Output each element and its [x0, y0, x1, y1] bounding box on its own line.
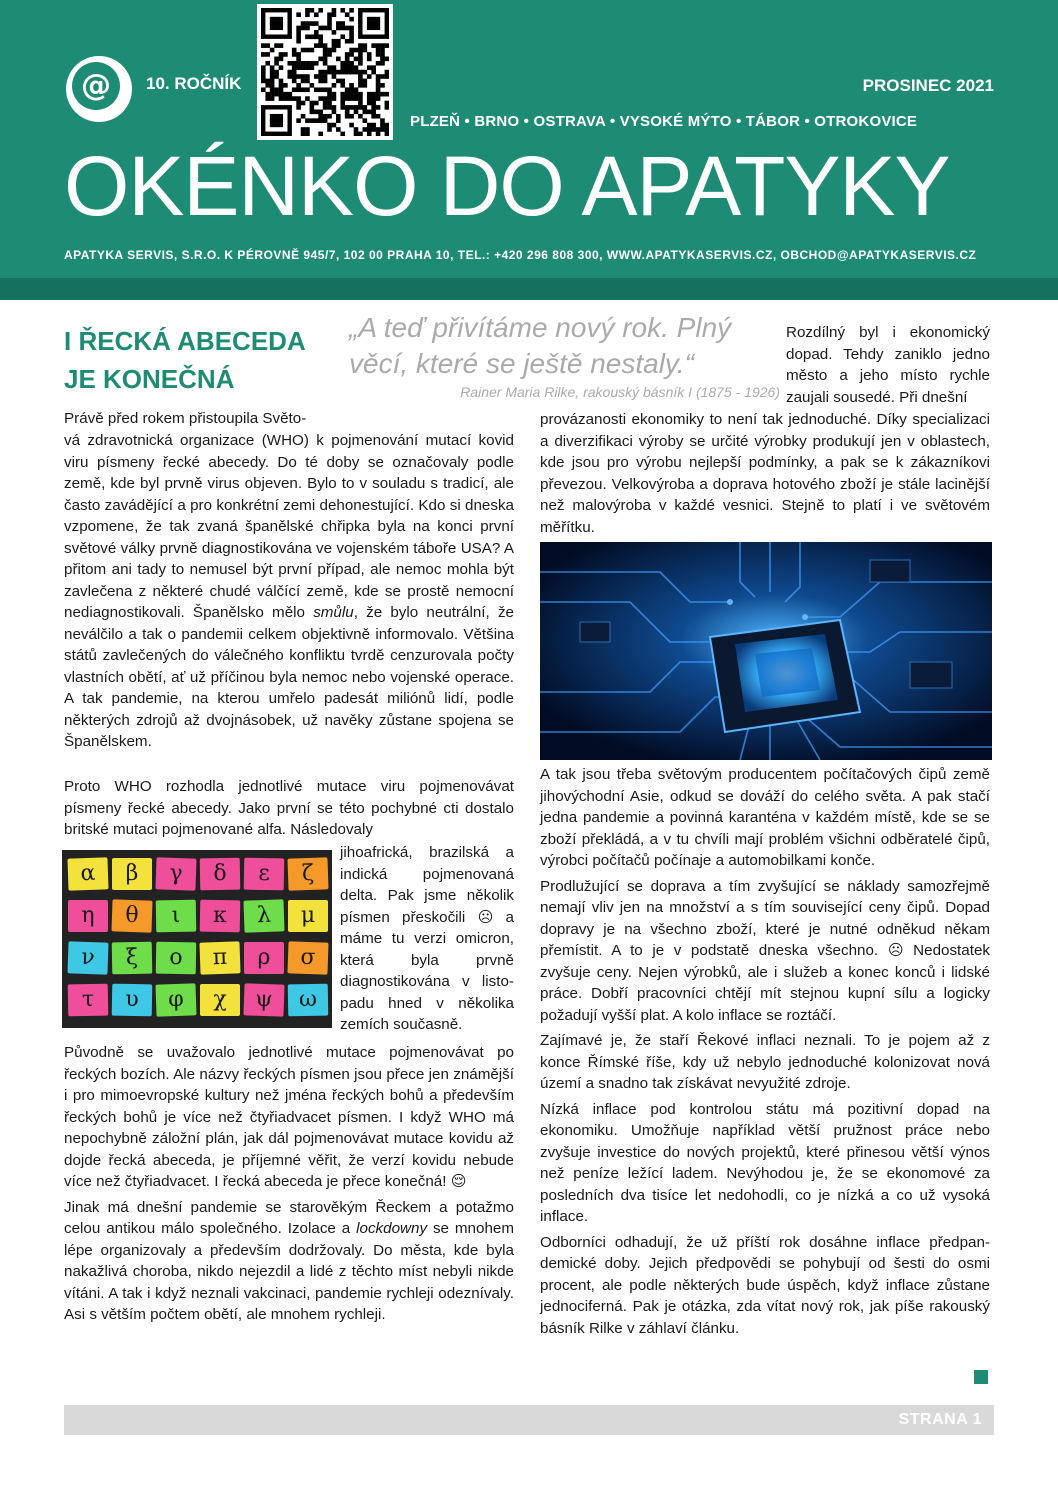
left-column-text-2: [64, 776, 514, 845]
greek-letter-tile: δ: [200, 858, 241, 891]
paragraph: Odborníci odhadují, že už příští rok dosáhne inflace předpan-demické doby. Jejich předpovědi se pohybují od šesti do osmi procent, ale podle některých bude úspěch, když inflace zůstane jednociferná. Pak je otázka, zda vítat nový rok, jak píše rakouský básník Rilke v záhlaví článku.: [540, 1233, 990, 1337]
paragraph: jihoafrická, brazilská a indická pojmenovaná delta. Pak jsme několik písmen přeskočili ☹ a máme tu verzi omicron, která byla prvně diagnostikována v listo-padu hned v několika zemích současně.: [340, 844, 514, 1033]
greek-letter-tile: ζ: [287, 857, 328, 890]
right-column-text: [540, 409, 990, 542]
greek-letter-tile: τ: [68, 984, 109, 1017]
paragraph: Zajímavé je, že staří Řekové inflaci neznali. To je pojem až z konce Římské říše, kdy už nebylo jednoduché kolonizovat nová území a snadno tak získávat nevyužité zdroje.: [540, 1032, 990, 1092]
masthead: [0, 0, 1058, 278]
greek-letter-tile: ι: [156, 900, 197, 933]
footer-bar: [64, 1405, 994, 1435]
greek-letter-tile: υ: [112, 984, 153, 1017]
greek-letter-tile: ν: [67, 941, 108, 974]
greek-letter-tile: β: [112, 858, 152, 890]
issue-number: 10. ROČNÍK: [146, 74, 242, 93]
greek-letter-tile: ρ: [244, 942, 284, 974]
greek-letter-tile: θ: [111, 899, 152, 932]
greek-letter-tile: γ: [155, 857, 196, 890]
paragraph: Právě před rokem přistoupila Světo-: [64, 410, 307, 427]
greek-letter-tile: ξ: [112, 942, 153, 975]
circuit-board-illustration: [540, 542, 992, 760]
greek-letter-tile: κ: [200, 900, 241, 933]
greek-letter-tile: π: [199, 941, 240, 974]
qr-code[interactable]: [257, 4, 393, 140]
greek-letter-tile: λ: [243, 899, 284, 932]
logo-ring: [72, 62, 120, 110]
paragraph: Prodlužující se doprava a tím zvyšující se náklady samozřejmě nemají vliv jen na množství a s tím související ceny čipů. Dopad dopravy je na všechno zboží, které je nutné odněkud někam přemístit. A to je v podstatě dneska všechno. ☹ Nedostatek zvyšuje ceny. Nejen výrobků, ale i služeb a konec konců i lidské práce. Dobří pracovníci chtějí mít stejnou kupní sílu a logicky požadují vyšší plat. A kolo inflace se roztáčí.: [540, 877, 990, 1024]
paragraph: A tak jsou třeba světovým producentem počítačových čipů země jihovýchodní Asie, odkud se dováží do celého světa. A pak stačí jedna pandemie a povinná karanténa v každém místě, kde se se zboží překládá, a v tu chvíli mají problém všichni odběratelé čipů, výrobci počítačů počínaje a automobilkami konče.: [540, 766, 990, 869]
right-column-lead: [786, 322, 990, 412]
paragraph: Původně se uvažovalo jednotlivé mutace pojmenovávat po řeckých bozích. Ale názvy řeckých písmen jsou přece jen známější i pro mimoevropské kultury než jména řeckých bohů a především řeckých bohů je více než čtyřiadvacet písmen. I když WHO má nepochybně záložní plán, jak dál pojmenovávat mutace kovidu až dojde řecká abeceda, je příjemné věřit, že verzí kovidu nebude více než čtyřiadvacet. I řecká abeceda je přece konečná! 😌: [64, 1044, 514, 1190]
greek-letter-tile: φ: [155, 983, 196, 1016]
masthead-divider: [0, 278, 1058, 300]
newsletter-title: OKÉNKO DO APATYKY: [64, 139, 950, 233]
greek-letter-tile: χ: [200, 984, 240, 1016]
greek-letter-tile: ο: [156, 942, 197, 975]
paragraph: Jinak má dnešní pandemie se starověkým Řeckem a potažmo celou antikou málo společného. Izolace a lockdowny se mnohem lépe organizovaly a především dodržovaly. Do města, kde byla nakažlivá choroba, nikdo nejezdil a lidé z těchto míst nebyli nikde vítáni. A tak i když neznali vakcinaci, pandemie rychleji odeznívaly. Asi s větším počtem obětí, ale mnohem rychleji.: [64, 1198, 514, 1323]
paragraph: vá zdravotnická organizace (WHO) k pojmenování mutací kovid viru písmeny řecké abecedy. Do té doby se označovaly podle země, kde byl prvně virus objeven. Bylo to v souladu s tradicí, ale často zavádějící a pro konkrétní zemi dehonestující. Kdo si dneska vzpomene, že tak zvaná španělské chřipka byla na konci první světové války prvně diagnostikována ve vojenském táboře USA? A přitom ani tady to nemusel být první případ, ale nemoc mohla být zavlečena z některé chudé válčící země, kde se prostě nemocní nediagnostikovali. Španělsko mělo smůlu, že bylo neutrální, že neválčilo a tak o pandemii celkem objektivně informovalo. Většina států zavlečených do válečného konfliktu tvrdě cenzurovala počty vlastních obětí, ať už příčinou byla nemoc nebo vojenské operace. A tak pandemie, na kterou umřelo padesát miliónů lidí, podle některých zdrojů až dvojnásobek, už navěky zůstane spojena se Španělskem.: [64, 432, 514, 750]
at-sign-icon: @: [81, 68, 111, 103]
left-column-text: [64, 430, 514, 757]
computer-chip-image: [540, 542, 992, 760]
contact-line: APATYKA SERVIS, S.R.O. K PÉROVNĚ 945/7, 102 00 PRAHA 10, TEL.: +420 296 808 300, WWW.APATYKASERVIS.CZ, OBCHOD@APATYKASERVIS.CZ: [64, 248, 977, 262]
article-end-mark: [974, 1370, 988, 1384]
greek-alphabet-image: [62, 850, 332, 1028]
greek-letter-tile: α: [67, 857, 108, 890]
greek-letter-tile: μ: [288, 900, 328, 932]
greek-letter-tile: ε: [244, 858, 285, 891]
paragraph: Nízká inflace pod kontrolou státu má pozitivní dopad na ekonomiku. Umožňuje například větší pružnost práce nebo zvyšuje investice do nových projektů, které přinesou větší výnos než peníze ležící ladem. Nevýhodou je, že se ekonomové za posledních dva tisíce let nedohodli, co je nízká a co už vysoká inflace.: [540, 1100, 990, 1225]
quote-source: Rainer Maria Rilke, rakouský básník I (1875 - 1926): [460, 384, 780, 400]
left-column-wrap: [340, 842, 514, 1040]
pull-quote: „A teď přivítáme nový rok. Plný věcí, které se ještě nestaly.“: [349, 312, 732, 379]
greek-letter-tile: ω: [288, 984, 329, 1017]
page-number: STRANA 1: [898, 1411, 982, 1428]
right-column-text-2: [540, 764, 990, 1343]
greek-letter-tile: ψ: [243, 983, 284, 1016]
paragraph: provázanosti ekonomiky to není tak jednoduché. Díky specializaci a diverzifikaci výroby se určité výrobky produkují jen v oblastech, kde jsou pro výrobu nejlepší podmínky, a pak se k zákazníkovi převezou. Velkovýroba a doprava hotového zboží je stále lacinější než malovýroba v každé vesnici. Stejně to platí i ve světovém měřítku.: [540, 411, 990, 536]
apatyka-logo: [66, 56, 132, 122]
paragraph: Proto WHO rozhodla jednotlivé mutace viru pojmenovávat písmeny řecké abecedy. Jako první se této pochybné cti dostalo britské mutaci pojmenované alfa. Následovaly: [64, 778, 514, 838]
qr-code-icon: [261, 8, 389, 136]
cities-list: PLZEŇ • BRNO • OSTRAVA • VYSOKÉ MÝTO • TÁBOR • OTROKOVICE: [410, 113, 918, 130]
left-column-text-3: [64, 1042, 514, 1330]
article-headline: I ŘECKÁ ABECEDA JE KONEČNÁ: [64, 326, 305, 394]
paragraph: Rozdílný byl i ekonomický dopad. Tehdy zaniklo jedno město a jeho místo rychle zaujali sousedé. Při dnešní: [786, 324, 990, 406]
issue-date: PROSINEC 2021: [862, 76, 994, 95]
greek-letter-tile: η: [68, 900, 108, 932]
greek-letter-tile: σ: [287, 941, 328, 974]
